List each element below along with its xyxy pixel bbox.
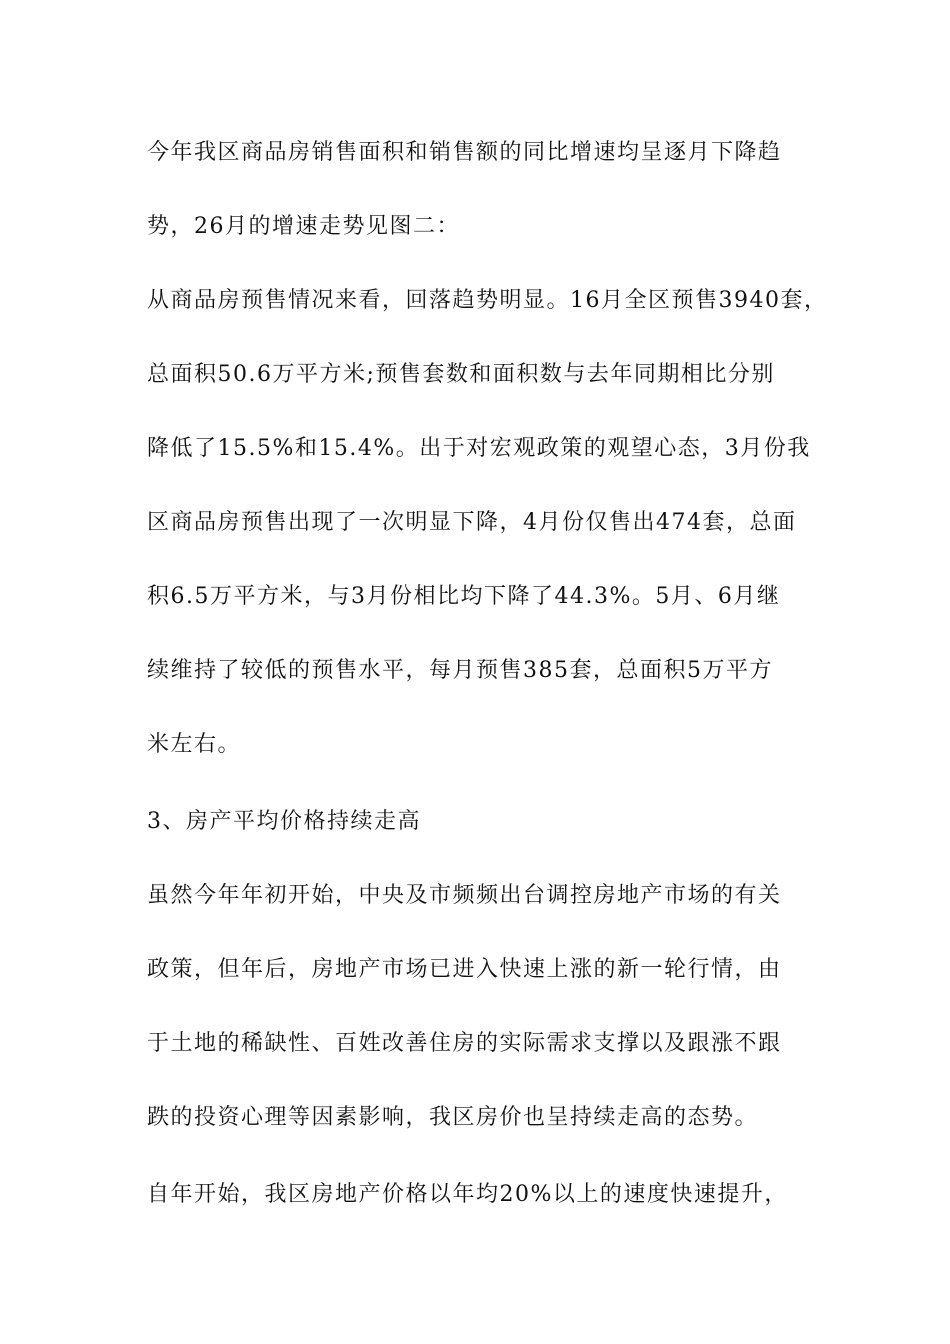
paragraph-line: 总面积50.6万平方米;预售套数和面积数与去年同期相比分别 <box>147 362 775 387</box>
paragraph-line: 区商品房预售出现了一次明显下降，4月份仅售出474套，总面 <box>147 510 797 535</box>
paragraph-line: 降低了15.5%和15.4%。出于对宏观政策的观望心态，3月份我 <box>147 436 811 461</box>
paragraph-line: 续维持了较低的预售水平，每月预售385套，总面积5万平方 <box>147 658 773 683</box>
paragraph-line: 于土地的稀缺性、百姓改善住房的实际需求支撑以及跟涨不跟 <box>147 1031 782 1056</box>
paragraph-line: 今年我区商品房销售面积和销售额的同比增速均呈逐月下降趋 <box>147 140 782 165</box>
paragraph-line: 跌的投资心理等因素影响，我区房价也呈持续走高的态势。 <box>147 1105 759 1130</box>
paragraph-line: 政策，但年后，房地产市场已进入快速上涨的新一轮行情，由 <box>147 957 782 982</box>
paragraph-line: 势，26月的增速走势见图二： <box>147 214 460 239</box>
paragraph-line: 自年开始，我区房地产价格以年均20%以上的速度快速提升， <box>147 1182 788 1207</box>
paragraph-line: 米左右。 <box>147 732 242 757</box>
section-heading: 3、房产平均价格持续走高 <box>147 809 421 834</box>
paragraph-line: 虽然今年年初开始，中央及市频频出台调控房地产市场的有关 <box>147 883 782 908</box>
paragraph-line: 积6.5万平方米，与3月份相比均下降了44.3%。5月、6月继 <box>147 584 781 609</box>
paragraph-line: 从商品房预售情况来看，回落趋势明显。16月全区预售3940套， <box>147 288 828 313</box>
